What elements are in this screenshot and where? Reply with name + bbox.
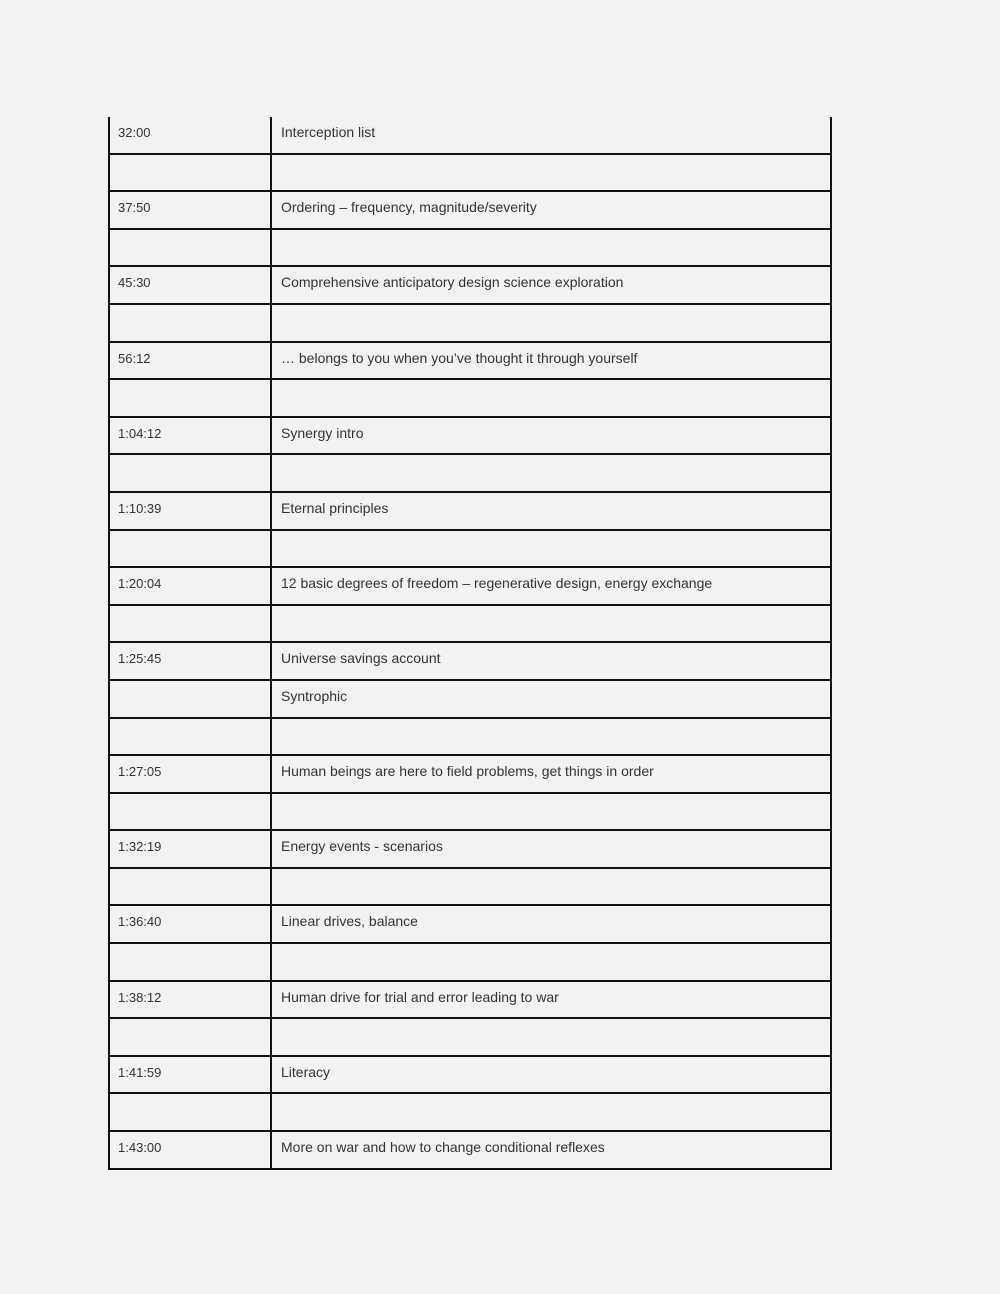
topic-cell: Human beings are here to field problems, get things in order <box>281 763 654 780</box>
timestamp-cell: 45:30 <box>110 267 272 303</box>
table-row <box>110 267 830 305</box>
topic-cell: Syntrophic <box>281 687 348 704</box>
topic-cell: Human drive for trial and error leading to war <box>281 988 559 1005</box>
table-row <box>110 155 830 193</box>
topic-cell: … belongs to you when you’ve thought it through yourself <box>281 349 638 366</box>
table-row <box>110 1132 830 1170</box>
topic-cell <box>272 155 830 191</box>
topic-cell: Linear drives, balance <box>281 913 418 930</box>
table-row <box>110 531 830 569</box>
table-row <box>110 719 830 757</box>
topic-cell: More on war and how to change conditional reflexes <box>281 1139 605 1156</box>
table-row <box>110 1094 830 1132</box>
table-row <box>110 192 830 230</box>
timestamp-cell: 32:00 <box>110 117 272 153</box>
timestamp-cell <box>110 681 272 717</box>
table-row <box>110 1019 830 1057</box>
topic-cell <box>272 1019 830 1055</box>
timestamp-cell <box>110 719 272 755</box>
timestamp-cell: 1:25:45 <box>110 643 272 679</box>
topic-cell <box>272 944 830 980</box>
timestamp-cell <box>110 1019 272 1055</box>
topic-cell: Universe savings account <box>281 650 441 667</box>
table-row <box>110 794 830 832</box>
table-row <box>110 944 830 982</box>
topic-cell: Ordering – frequency, magnitude/severity <box>281 199 537 216</box>
table-row <box>110 305 830 343</box>
topic-cell <box>272 1094 830 1130</box>
timestamp-cell <box>110 305 272 341</box>
table-row <box>110 831 830 869</box>
topic-cell: Comprehensive anticipatory design science exploration <box>281 274 624 291</box>
timestamp-cell: 1:38:12 <box>110 982 272 1018</box>
timestamp-cell <box>110 380 272 416</box>
table-row <box>110 906 830 944</box>
timestamp-cell <box>110 794 272 830</box>
timestamp-cell <box>110 455 272 491</box>
timestamp-cell: 1:36:40 <box>110 906 272 942</box>
topic-cell <box>272 455 830 491</box>
timestamp-cell <box>110 531 272 567</box>
timestamp-table <box>108 117 832 1170</box>
topic-cell: Synergy intro <box>281 424 364 441</box>
table-row <box>110 455 830 493</box>
timestamp-cell <box>110 944 272 980</box>
timestamp-cell: 56:12 <box>110 343 272 379</box>
table-row <box>110 1057 830 1095</box>
timestamp-cell: 37:50 <box>110 192 272 228</box>
timestamp-cell <box>110 230 272 266</box>
topic-cell: Interception list <box>281 124 376 140</box>
table-row <box>110 606 830 644</box>
table-row <box>110 643 830 681</box>
table-row <box>110 869 830 907</box>
topic-cell <box>272 719 830 755</box>
table-row <box>110 982 830 1020</box>
table-row <box>110 756 830 794</box>
topic-cell: Literacy <box>281 1063 331 1080</box>
timestamp-cell: 1:32:19 <box>110 831 272 867</box>
timestamp-cell: 1:20:04 <box>110 568 272 604</box>
table-row <box>110 681 830 719</box>
timestamp-cell <box>110 869 272 905</box>
topic-cell: 12 basic degrees of freedom – regenerative design, energy exchange <box>281 575 713 592</box>
timestamp-cell: 1:43:00 <box>110 1132 272 1168</box>
table-row <box>110 418 830 456</box>
topic-cell <box>272 606 830 642</box>
table-row <box>110 343 830 381</box>
timestamp-cell: 1:27:05 <box>110 756 272 792</box>
timestamp-cell <box>110 155 272 191</box>
topic-cell <box>272 305 830 341</box>
table-row <box>110 493 830 531</box>
table-row <box>110 568 830 606</box>
table-row <box>110 230 830 268</box>
topic-cell: Eternal principles <box>281 499 389 516</box>
timestamp-cell <box>110 606 272 642</box>
timestamp-cell <box>110 1094 272 1130</box>
timestamp-cell: 1:04:12 <box>110 418 272 454</box>
topic-cell <box>272 230 830 266</box>
topic-cell <box>272 794 830 830</box>
timestamp-cell: 1:10:39 <box>110 493 272 529</box>
topic-cell <box>272 869 830 905</box>
timestamp-cell: 1:41:59 <box>110 1057 272 1093</box>
topic-cell: Energy events - scenarios <box>281 838 443 855</box>
topic-cell <box>272 531 830 567</box>
topic-cell <box>272 380 830 416</box>
table-row <box>110 380 830 418</box>
table-row <box>110 117 830 155</box>
